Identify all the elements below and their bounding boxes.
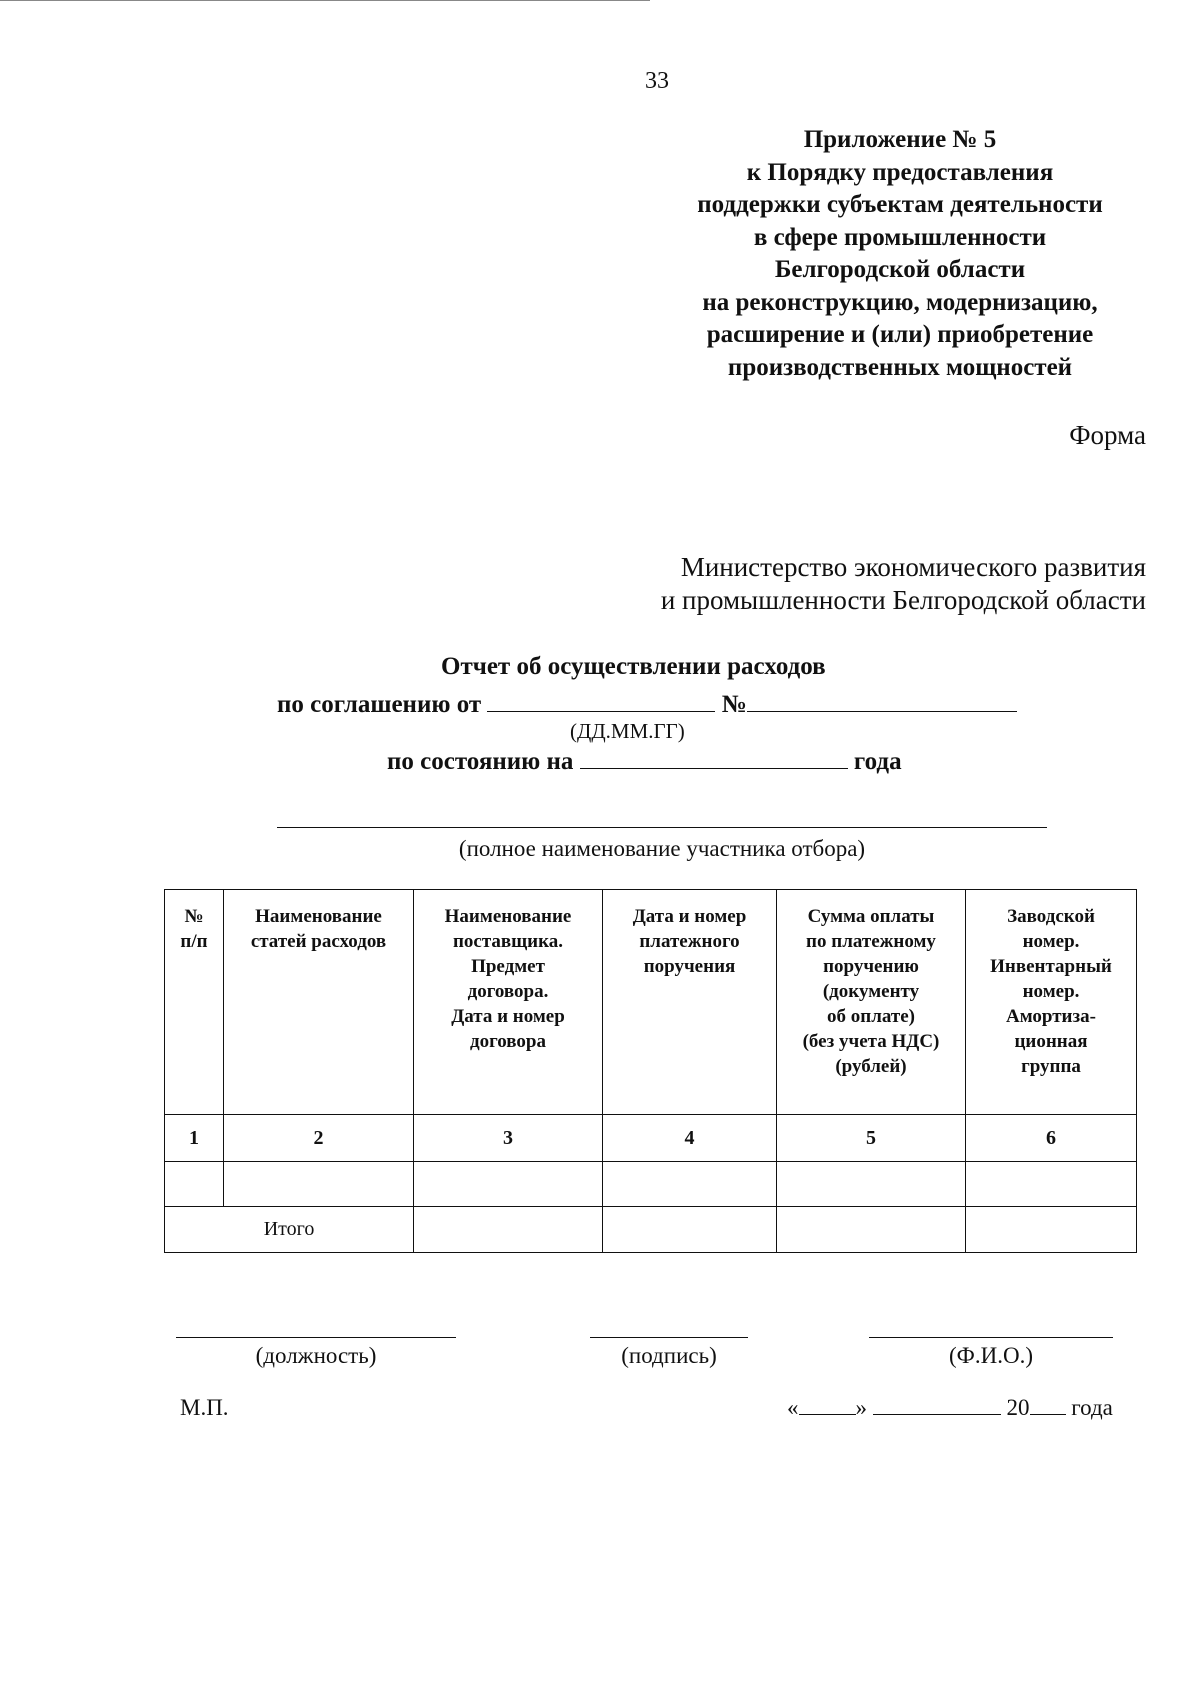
table-cell[interactable] [414,1162,603,1207]
status-line [387,746,902,776]
date-suffix: года [1071,1395,1113,1420]
header-payment-order: Дата и номер платежного поручения [603,890,777,1115]
total-label: Итого [165,1207,414,1253]
day-field[interactable] [799,1396,856,1415]
participant-caption: (полное наименование участника отбора) [458,836,866,861]
signature-caption: (подпись) [621,1343,717,1368]
year-prefix: 20 [1006,1395,1030,1420]
agreement-number-field[interactable] [747,689,1017,712]
column-number: 3 [414,1115,603,1162]
name-field[interactable] [869,1337,1113,1338]
column-number: 1 [165,1115,224,1162]
table-row [165,1162,1137,1207]
table-cell[interactable] [603,1207,777,1253]
expense-report-table [164,889,1137,1253]
date-format-hint: (ДД.ММ.ГГ) [570,719,685,743]
agreement-prefix: по соглашению от [277,691,482,718]
open-quote: « [787,1395,799,1420]
month-field[interactable] [873,1396,1001,1415]
table-cell[interactable] [165,1162,224,1207]
table-cell[interactable] [414,1207,603,1253]
header-supplier: Наименование поставщика. Предмет договора. Дата и номер договора [414,890,603,1115]
recipient-block [586,551,1146,617]
appendix-line: в сфере промышленности [753,223,1047,251]
recipient-line: и промышленности Белгородской области [660,585,1146,615]
date-block [787,1395,1113,1421]
appendix-heading [660,124,1140,384]
participant-name-field[interactable] [277,827,1047,828]
table-cell[interactable] [603,1162,777,1207]
appendix-line: на реконструкцию, модернизацию, [702,288,1098,316]
column-number: 6 [966,1115,1137,1162]
appendix-line: Приложение № 5 [803,126,997,153]
stamp-placeholder: М.П. [180,1395,229,1420]
status-prefix: по состоянию на [387,748,574,775]
status-suffix: года [853,748,902,775]
agreement-line [277,689,1017,719]
appendix-line: Белгородской области [774,256,1026,283]
position-field[interactable] [176,1337,456,1338]
appendix-line: производственных мощностей [727,353,1073,381]
close-quote: » [855,1395,867,1420]
year-field[interactable] [1030,1396,1066,1415]
agreement-date-field[interactable] [487,689,715,712]
recipient-line: Министерство экономического развития [680,552,1146,582]
table-row [165,1115,1137,1162]
status-date-field[interactable] [580,746,848,769]
header-payment-amount: Сумма оплаты по платежному поручению (документу об оплате) (без учета НДС) (рублей) [777,890,966,1115]
table-cell[interactable] [966,1162,1137,1207]
form-label: Форма [1069,420,1146,450]
table-cell[interactable] [777,1207,966,1253]
name-caption: (Ф.И.О.) [949,1343,1033,1368]
scan-top-edge [0,0,650,1]
number-sign: № [721,691,747,718]
column-number: 5 [777,1115,966,1162]
table-cell[interactable] [777,1162,966,1207]
header-row-number: № п/п [165,890,224,1115]
column-number: 4 [603,1115,777,1162]
column-number: 2 [224,1115,414,1162]
signature-field[interactable] [590,1337,748,1338]
report-title: Отчет об осуществлении расходов [441,653,826,680]
header-serial-number: Заводской номер. Инвентарный номер. Амортиза- ционная группа [966,890,1137,1115]
appendix-line: расширение и (или) приобретение [706,321,1094,348]
table-cell[interactable] [966,1207,1137,1253]
header-expense-item: Наименование статей расходов [224,890,414,1115]
appendix-line: поддержки субъектам деятельности [697,191,1103,218]
appendix-line: к Порядку предоставления [746,158,1054,186]
total-row [165,1207,1137,1253]
page-number: 33 [645,68,669,94]
position-caption: (должность) [255,1343,377,1368]
table-cell[interactable] [224,1162,414,1207]
table-header-row [165,890,1137,1115]
